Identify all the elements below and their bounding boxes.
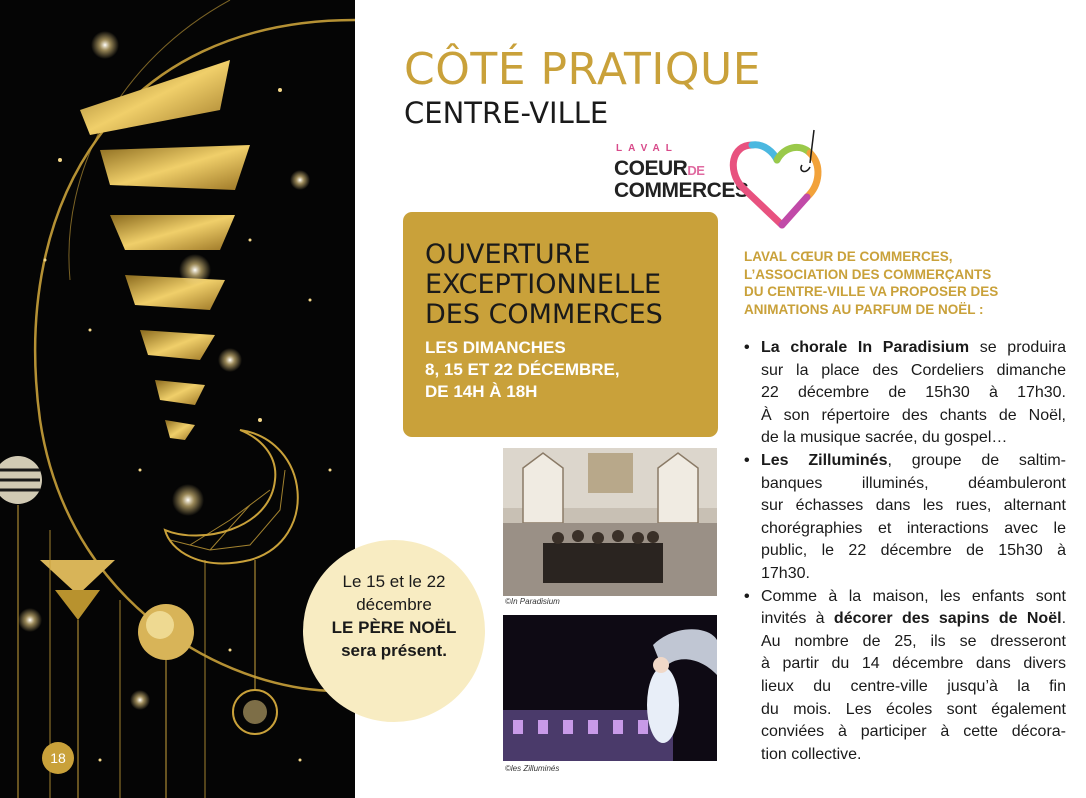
logo-commerces-text: COMMERCES	[614, 179, 749, 202]
logo-coeur-text: COEURDE	[614, 157, 705, 180]
photo-credit-2: ©les Zilluminés	[505, 764, 560, 773]
bauble-icon	[233, 560, 277, 734]
photo-credit-1: ©In Paradisium	[505, 597, 560, 606]
opening-hours-box	[403, 212, 718, 437]
santa-badge-text: Le 15 et le 22 décembre LE PÈRE NOËL sera présent.	[331, 572, 457, 660]
santa-badge	[303, 540, 485, 722]
association-intro: LAVAL CŒUR DE COMMERCES, L’ASSOCIATION DES COMMERÇANTS DU CENTRE-VILLE VA PROPOSER DES ANIMATIONS AU PARFUM DE NOËL :	[744, 249, 999, 317]
logo-laval-text: LAVAL	[616, 143, 678, 154]
decorative-image-panel	[0, 0, 355, 798]
list-item: • Les Zilluminés, groupe de saltim- banques illuminés, déambuleront sur échasses dans les rues, alternant chorégraphies et interactions avec le public, le 22 décembre de 15h30 à 17h30.	[744, 451, 1066, 582]
photo-in-paradisium	[503, 448, 717, 596]
heart-logo-icon	[722, 125, 827, 233]
page-subtitle: CENTRE-VILLE	[404, 96, 609, 130]
christmas-decoration-illustration	[0, 0, 355, 798]
animations-list	[744, 337, 1066, 766]
page-number: 18	[42, 742, 74, 774]
opening-heading: OUVERTURE EXCEPTIONNELLE DES COMMERCES	[425, 239, 663, 330]
photo-zillumines	[503, 615, 717, 761]
list-item: • Comme à la maison, les enfants sont invités à décorer des sapins de Noël. Au nombre de 25, ils se dresseront à partir du 14 décembre dans divers lieux du centre-ville jusqu’à la fin du mois. Les écoles sont également conviées à participer à cette décora- tion collective.	[744, 587, 1067, 763]
spiral-ribbon-icon	[80, 60, 250, 440]
list-item: • La chorale In Paradisium se produira sur la place des Cordeliers dimanche 22 décembre de 15h30 à 17h30. À son répertoire des chants de Noël, de la musique sacrée, du gospel…	[744, 339, 1066, 447]
page-title: CÔTÉ PRATIQUE	[404, 44, 762, 95]
opening-dates: LES DIMANCHES 8, 15 ET 22 DÉCEMBRE, DE 14H À 18H	[425, 338, 620, 401]
